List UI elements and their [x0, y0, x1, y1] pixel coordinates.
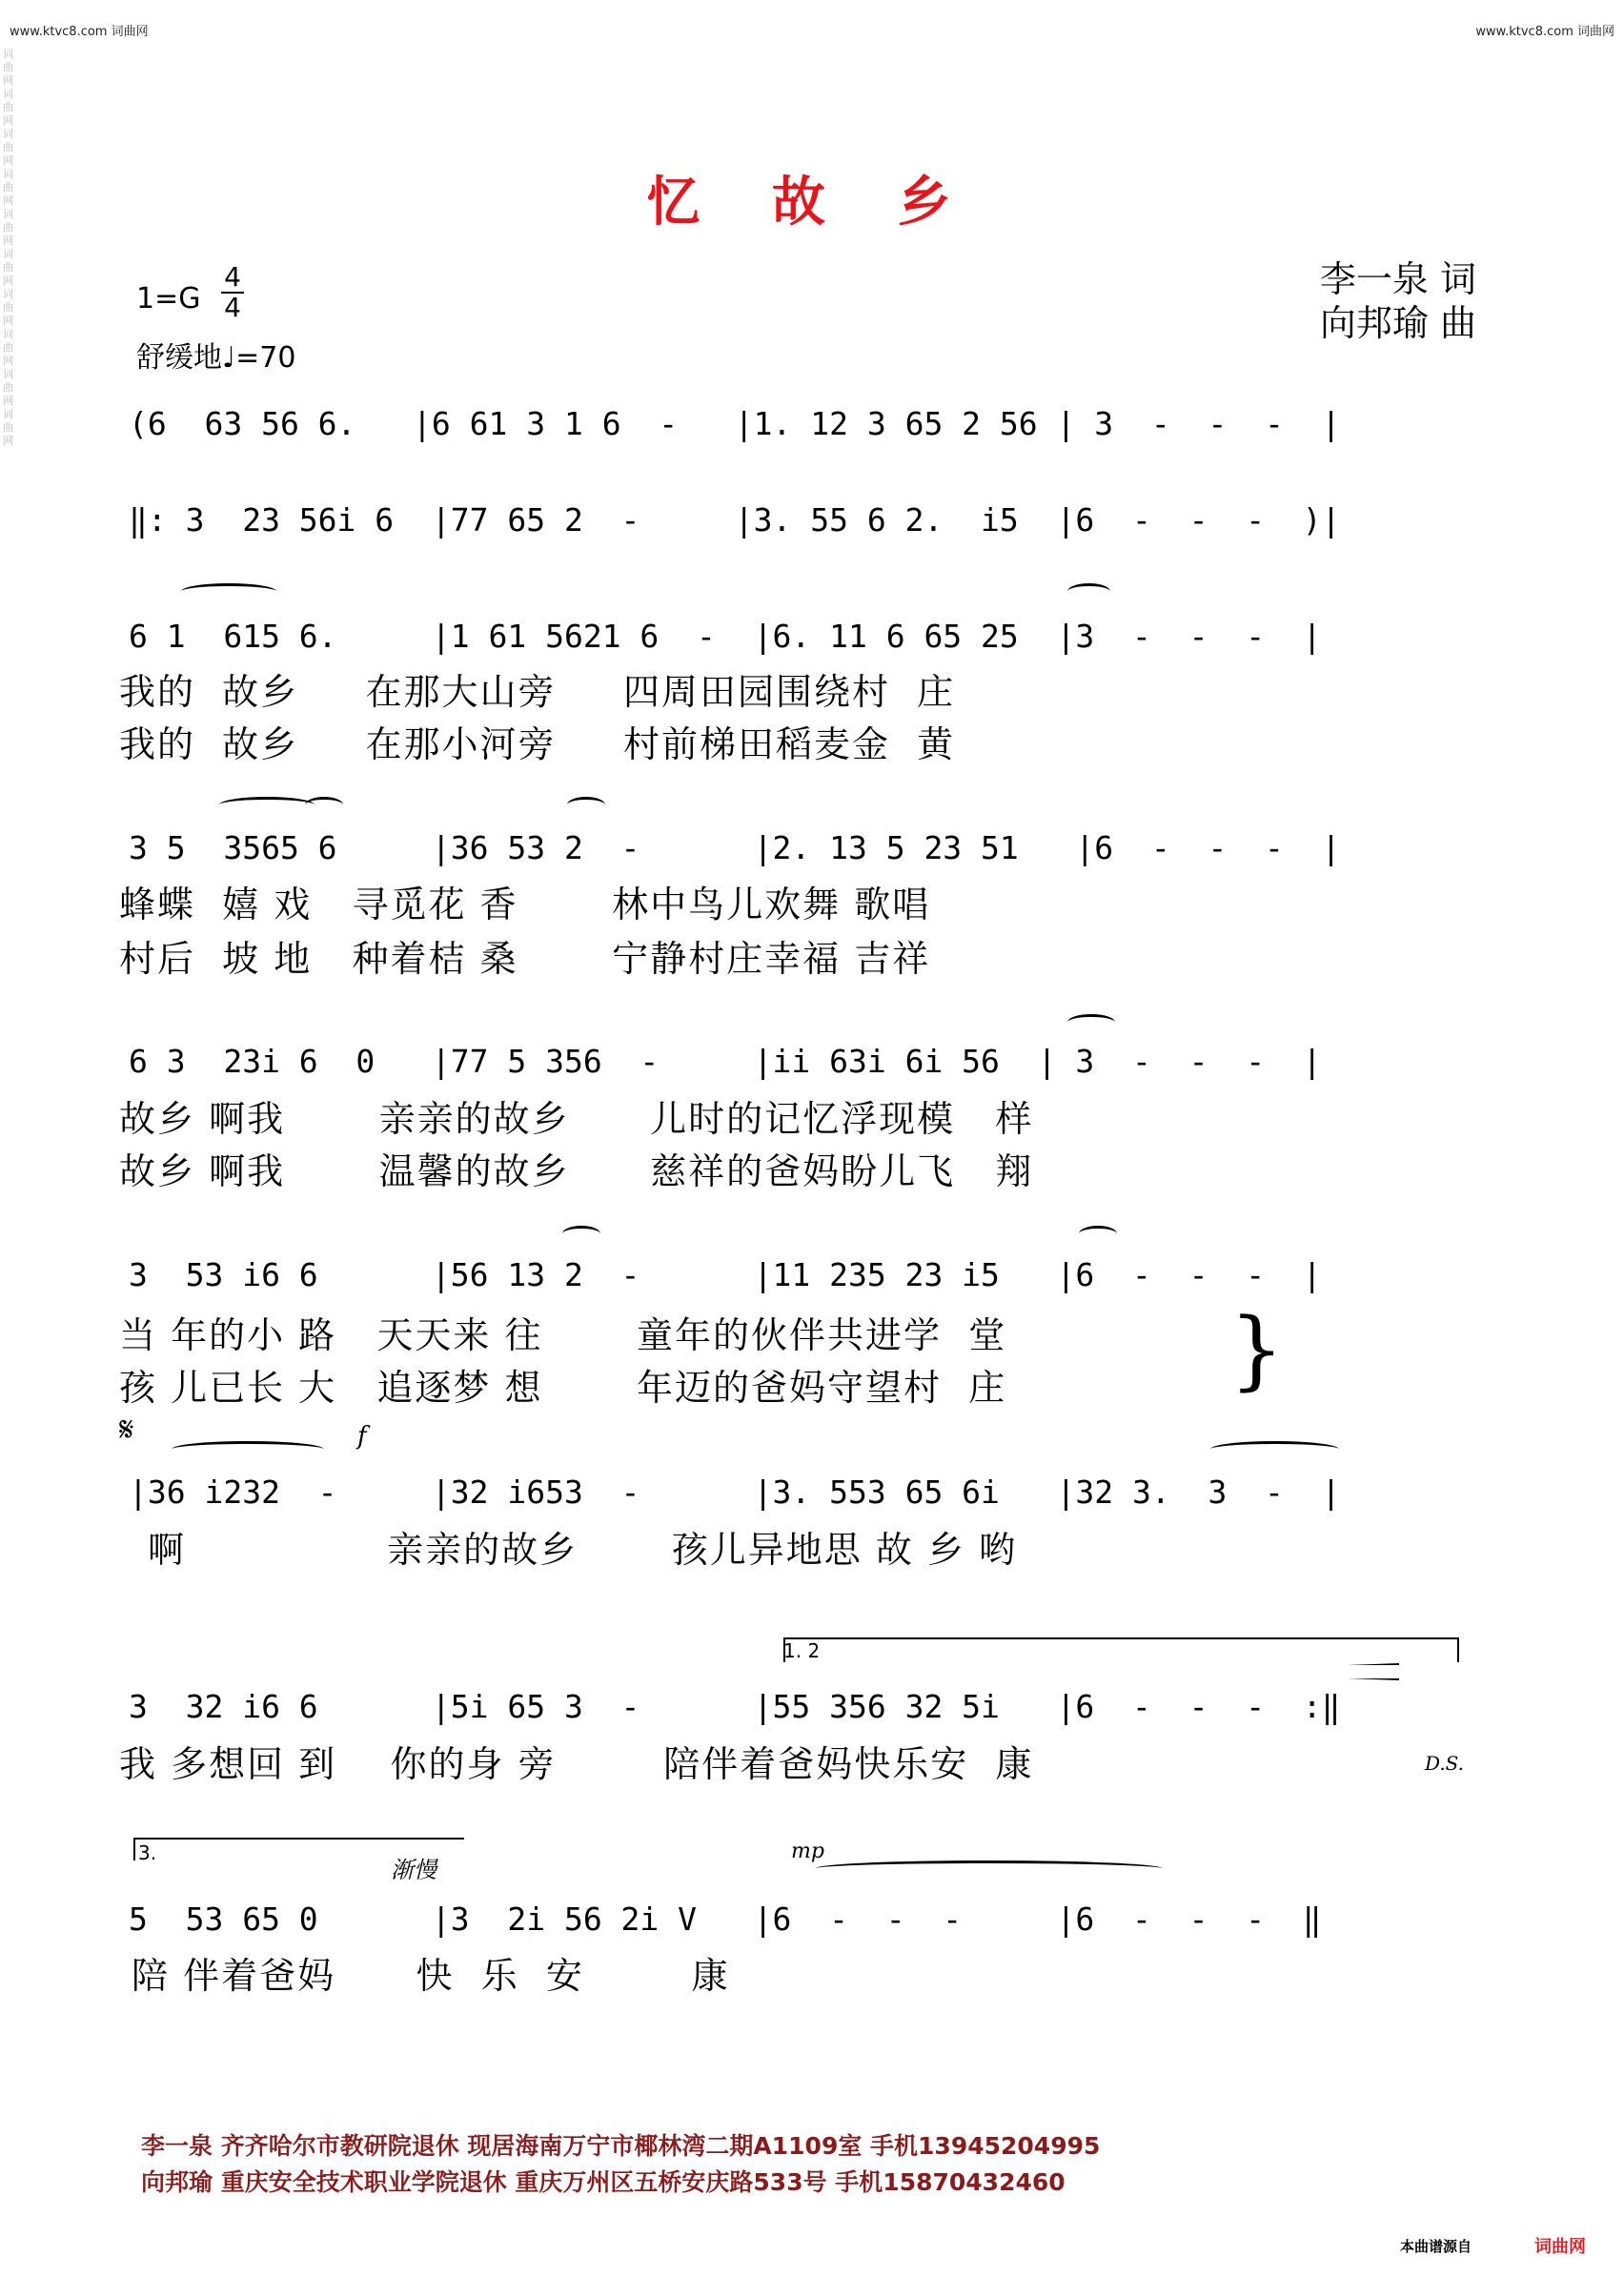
lyric-row-3a: 我的 故乡 在那大山旁 四周田园围绕村 庄 — [119, 671, 956, 713]
composer: 向邦瑜 曲 — [1319, 302, 1476, 344]
slur — [181, 583, 276, 600]
slur — [562, 1226, 600, 1242]
slur — [172, 1441, 324, 1457]
volta-3: 3. — [138, 1841, 157, 1864]
time-sig-bottom: 4 — [221, 292, 244, 322]
mp-mark: mp — [791, 1840, 824, 1863]
slur — [1067, 583, 1110, 600]
lyric-row-5a: 故乡 啊我 亲亲的故乡 儿时的记忆浮现模 样 — [119, 1098, 1034, 1140]
key-signature: 1=G — [136, 282, 201, 315]
lyric-row-4a: 蜂蝶 嬉 戏 寻觅花 香 林中鸟儿欢舞 歌唱 — [119, 884, 931, 925]
lyric-row-9: 陪 伴着爸妈 快 乐 安 康 — [132, 1955, 730, 1997]
slur — [219, 797, 315, 813]
music-row-8: 3 32 i6 6 |5i 65 3 - |55 356 32 5i |6 - - - :‖ — [129, 1688, 1341, 1725]
lyric-row-4b: 村后 坡 地 种着桔 桑 宁静村庄幸福 吉祥 — [119, 938, 931, 980]
ds-mark: D.S. — [1425, 1752, 1465, 1775]
time-signature — [221, 263, 244, 322]
music-row-4: 3 5 3565 6 |36 53 2 - |2. 13 5 23 51 |6 - - - | — [129, 829, 1341, 866]
tempo-marking: 舒缓地♩=70 — [136, 341, 296, 375]
slur — [1210, 1441, 1339, 1457]
volta-1-2: 1. 2 — [783, 1639, 821, 1662]
music-row-1: (6 63 56 6. |6 61 3 1 6 - |1. 12 3 65 2 56 | 3 - - - | — [129, 405, 1341, 442]
brace-right: } — [1229, 1300, 1285, 1400]
music-row-6: 3 53 i6 6 |56 13 2 - |11 235 23 i5 |6 - - - | — [129, 1256, 1322, 1293]
watermark-left: www.ktvc8.com 词曲网 — [10, 25, 149, 39]
music-row-9: 5 53 65 0 |3 2i 56 2i V |6 - - - |6 - - - ‖ — [129, 1901, 1322, 1938]
lyricist: 李一泉 词 — [1319, 258, 1476, 300]
lyric-row-5b: 故乡 啊我 温馨的故乡 慈祥的爸妈盼儿飞 翔 — [119, 1150, 1034, 1192]
slur — [567, 797, 605, 813]
watermark-right: www.ktvc8.com 词曲网 — [1475, 25, 1614, 39]
segno-mark: 𝄋 — [119, 1411, 134, 1450]
music-row-5: 6 3 23i 6 0 |77 5 356 - |ii 63i 6i 56 | 3 - - - | — [129, 1043, 1322, 1080]
rit-mark: 渐慢 — [391, 1857, 436, 1883]
slur — [305, 797, 343, 813]
source-label: 本曲谱源自 — [1399, 2238, 1472, 2255]
lyric-row-3b: 我的 故乡 在那小河旁 村前梯田稻麦金 黄 — [119, 723, 956, 765]
diminuendo — [1170, 1663, 1399, 1680]
credits — [1320, 257, 1476, 345]
forte-mark: f — [357, 1422, 367, 1451]
music-row-7: |36 i232 - |32 i653 - |3. 553 65 6i |32 3. 3 - | — [129, 1474, 1341, 1511]
lyric-row-6b: 孩 儿已长 大 追逐梦 想 年迈的爸妈守望村 庄 — [119, 1367, 1007, 1409]
slur — [1067, 1014, 1115, 1030]
source-site-link[interactable]: 词曲网 — [1534, 2237, 1586, 2257]
music-row-2: ‖: 3 23 56i 6 |77 65 2 - |3. 55 6 2. i5 |6 - - - )| — [129, 501, 1341, 539]
time-sig-top: 4 — [224, 261, 241, 293]
lyric-row-6a: 当 年的小 路 天天来 往 童年的伙伴共进学 堂 — [119, 1314, 1007, 1356]
song-title: 忆 故 乡 — [646, 171, 978, 234]
lyric-row-8: 我 多想回 到 你的身 旁 陪伴着爸妈快乐安 康 — [119, 1743, 1034, 1785]
footer-line-1: 李一泉 齐齐哈尔市教研院退休 现居海南万宁市椰林湾二期A1109室 手机13945204995 — [141, 2132, 1101, 2160]
volta-bracket-1 — [783, 1637, 1459, 1662]
slur — [815, 1860, 1163, 1877]
lyric-row-7: 啊 亲亲的故乡 孩儿异地思 故 乡 哟 — [148, 1529, 1017, 1571]
slur — [1079, 1226, 1117, 1242]
watermark-side: 词曲网词曲网词曲网词曲网词曲网词曲网词曲网词曲网词曲网词曲网 — [3, 48, 13, 447]
music-row-3: 6 1 615 6. |1 61 5621 6 - |6. 11 6 65 25 |3 - - - | — [129, 618, 1322, 655]
footer-line-2: 向邦瑜 重庆安全技术职业学院退休 重庆万州区五桥安庆路533号 手机15870432460 — [141, 2168, 1066, 2196]
